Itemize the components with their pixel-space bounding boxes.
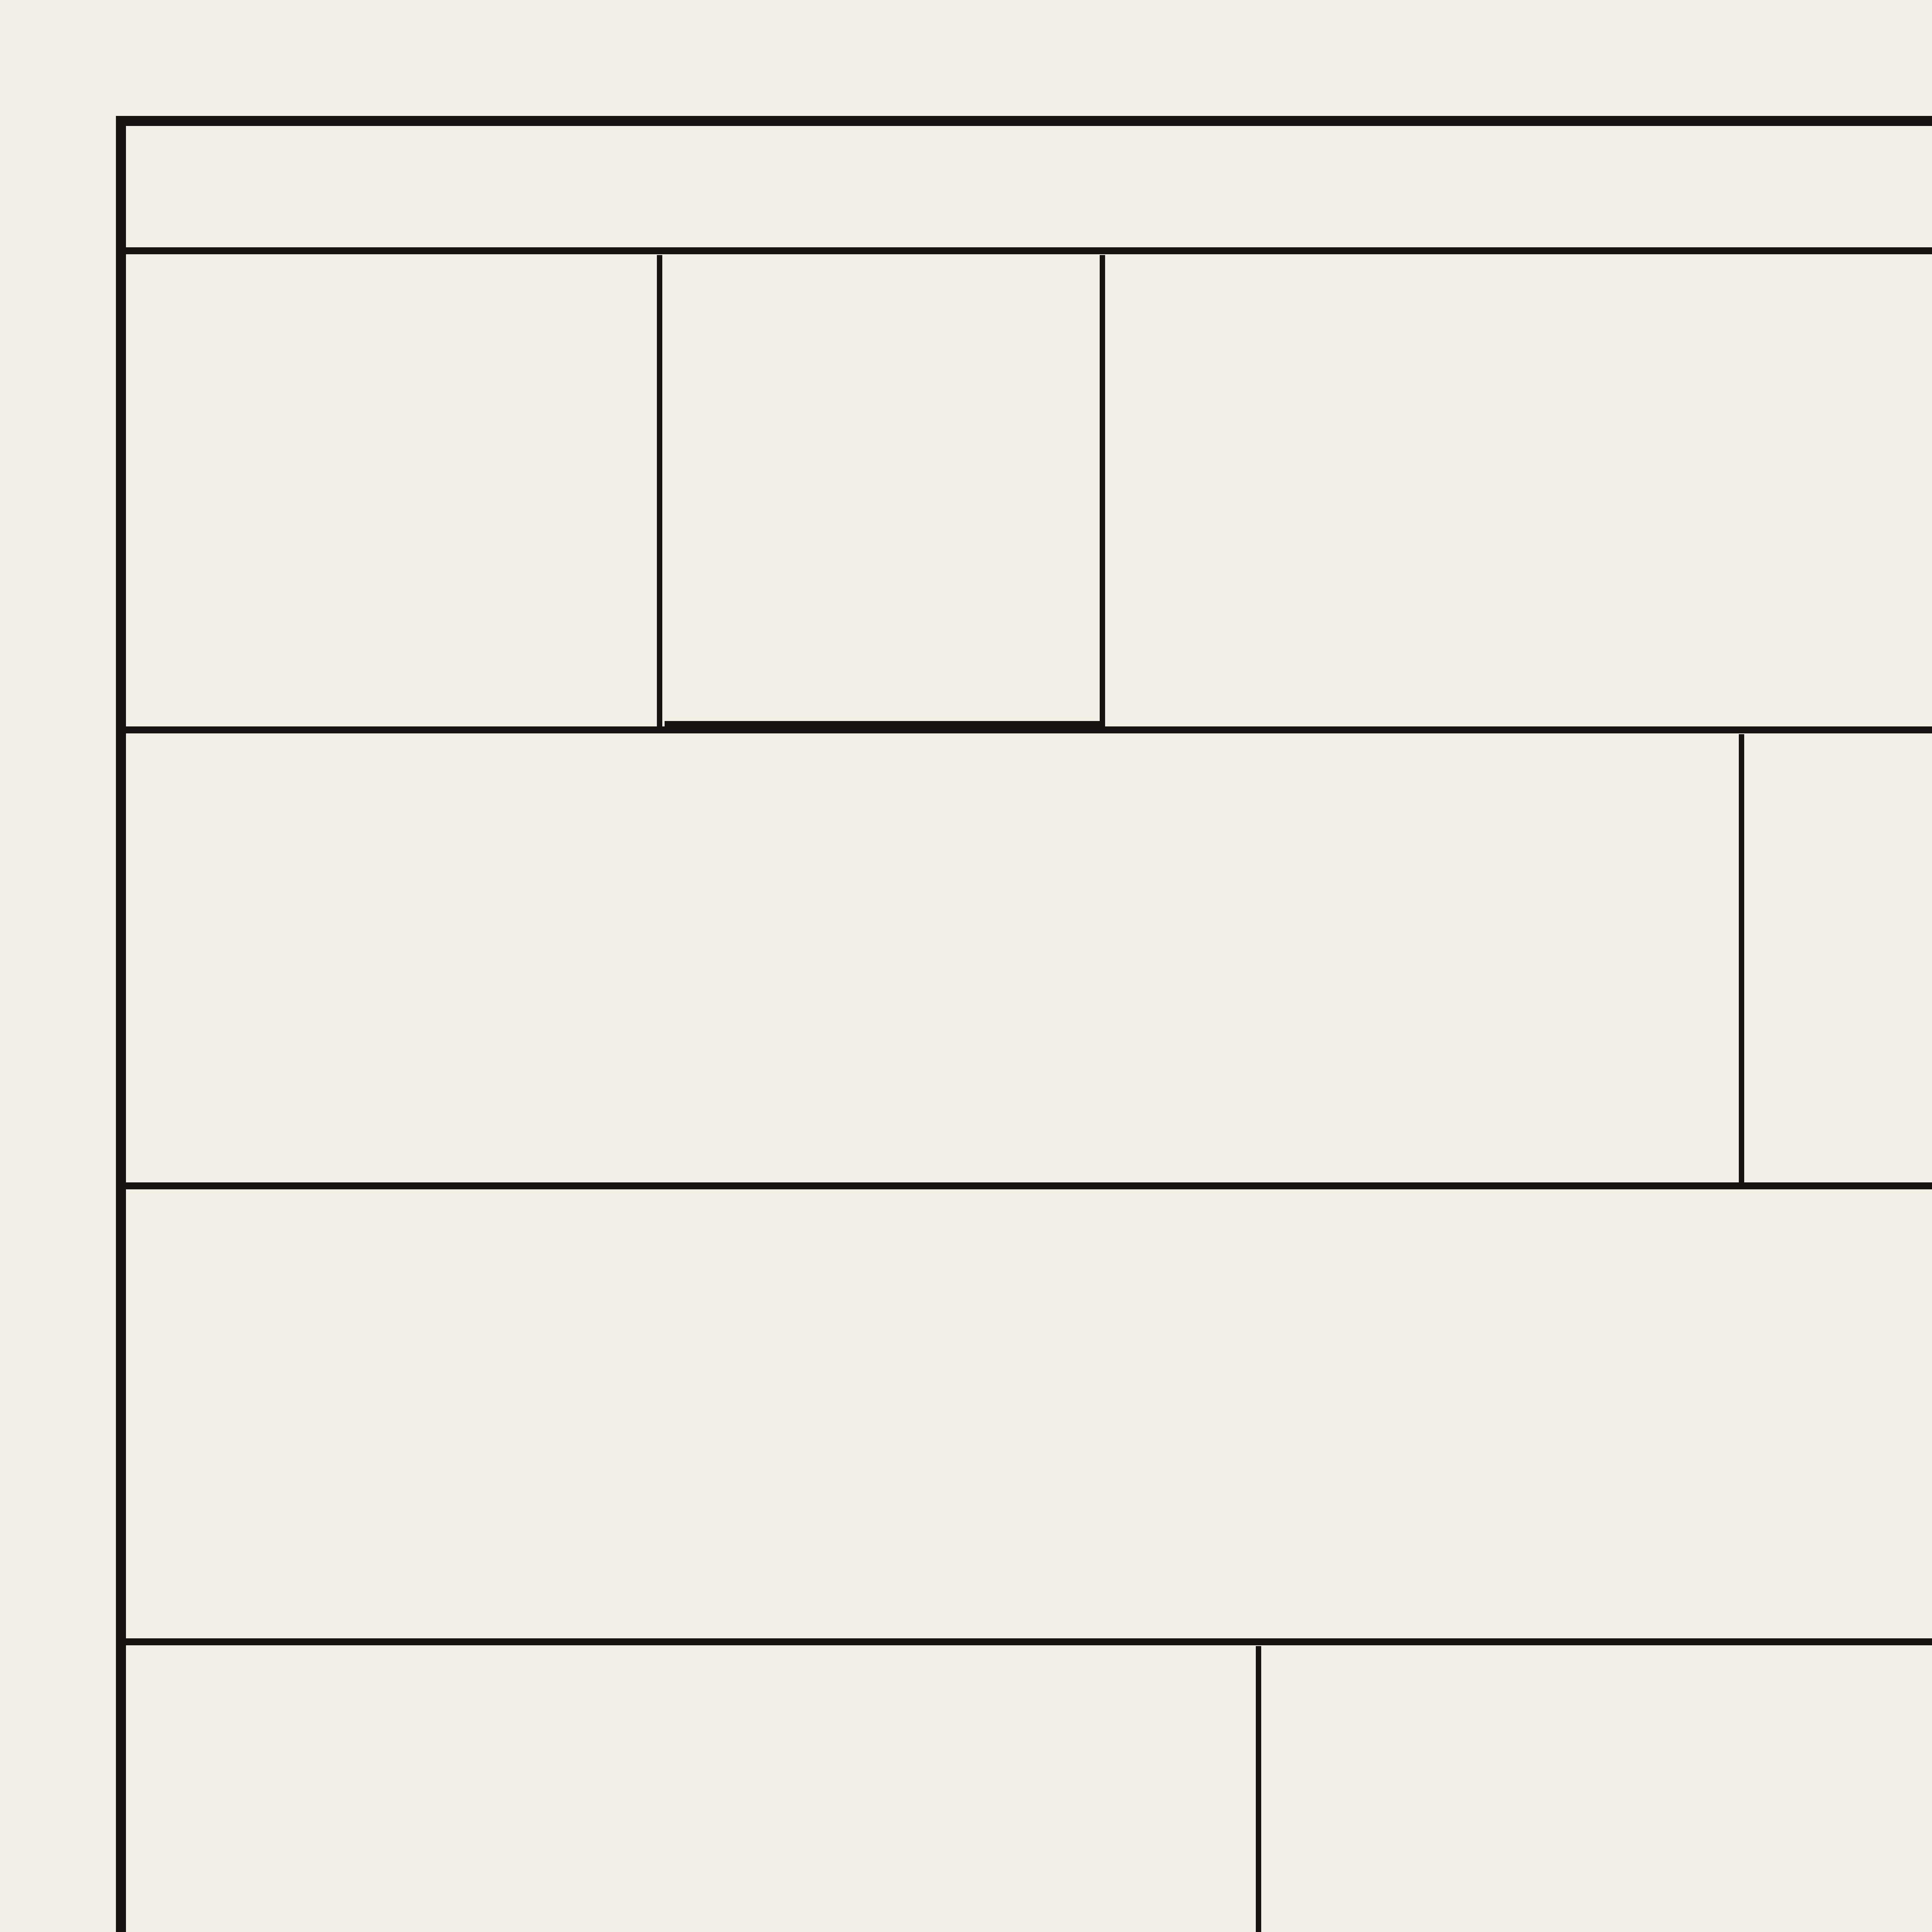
section-rule-3 <box>124 1638 1932 1645</box>
donation-article <box>1113 270 1314 719</box>
exhibition-article <box>1391 746 1731 1175</box>
welcome-article <box>1167 1198 1685 1631</box>
names-list-2 <box>1267 1662 1519 1932</box>
theft-article <box>131 746 417 1175</box>
section-rule-2 <box>124 1182 1932 1189</box>
street-repair-article <box>1074 746 1383 1175</box>
column-divider-3 <box>1256 1646 1261 1932</box>
ghost-article <box>734 746 1066 1175</box>
fortune-text <box>386 1662 410 1932</box>
column-divider-1 <box>657 255 662 726</box>
plum-text <box>131 1662 209 1932</box>
thanks-text <box>1816 1662 1932 1932</box>
unemployed-article <box>131 270 649 719</box>
blank-notice-box <box>665 255 1105 726</box>
fundraising-article <box>1321 270 1932 719</box>
column-divider-2 <box>1739 734 1744 1182</box>
names-list-3 <box>657 1662 1244 1932</box>
fire-article <box>425 746 726 1175</box>
plane-article <box>131 1198 649 1631</box>
masthead-rule <box>124 247 1932 254</box>
names-list-1 <box>1526 1662 1808 1932</box>
section-rule-1 <box>124 726 1932 733</box>
robbery-article <box>1754 746 1932 1175</box>
fundraising-other-article <box>657 1198 1159 1631</box>
